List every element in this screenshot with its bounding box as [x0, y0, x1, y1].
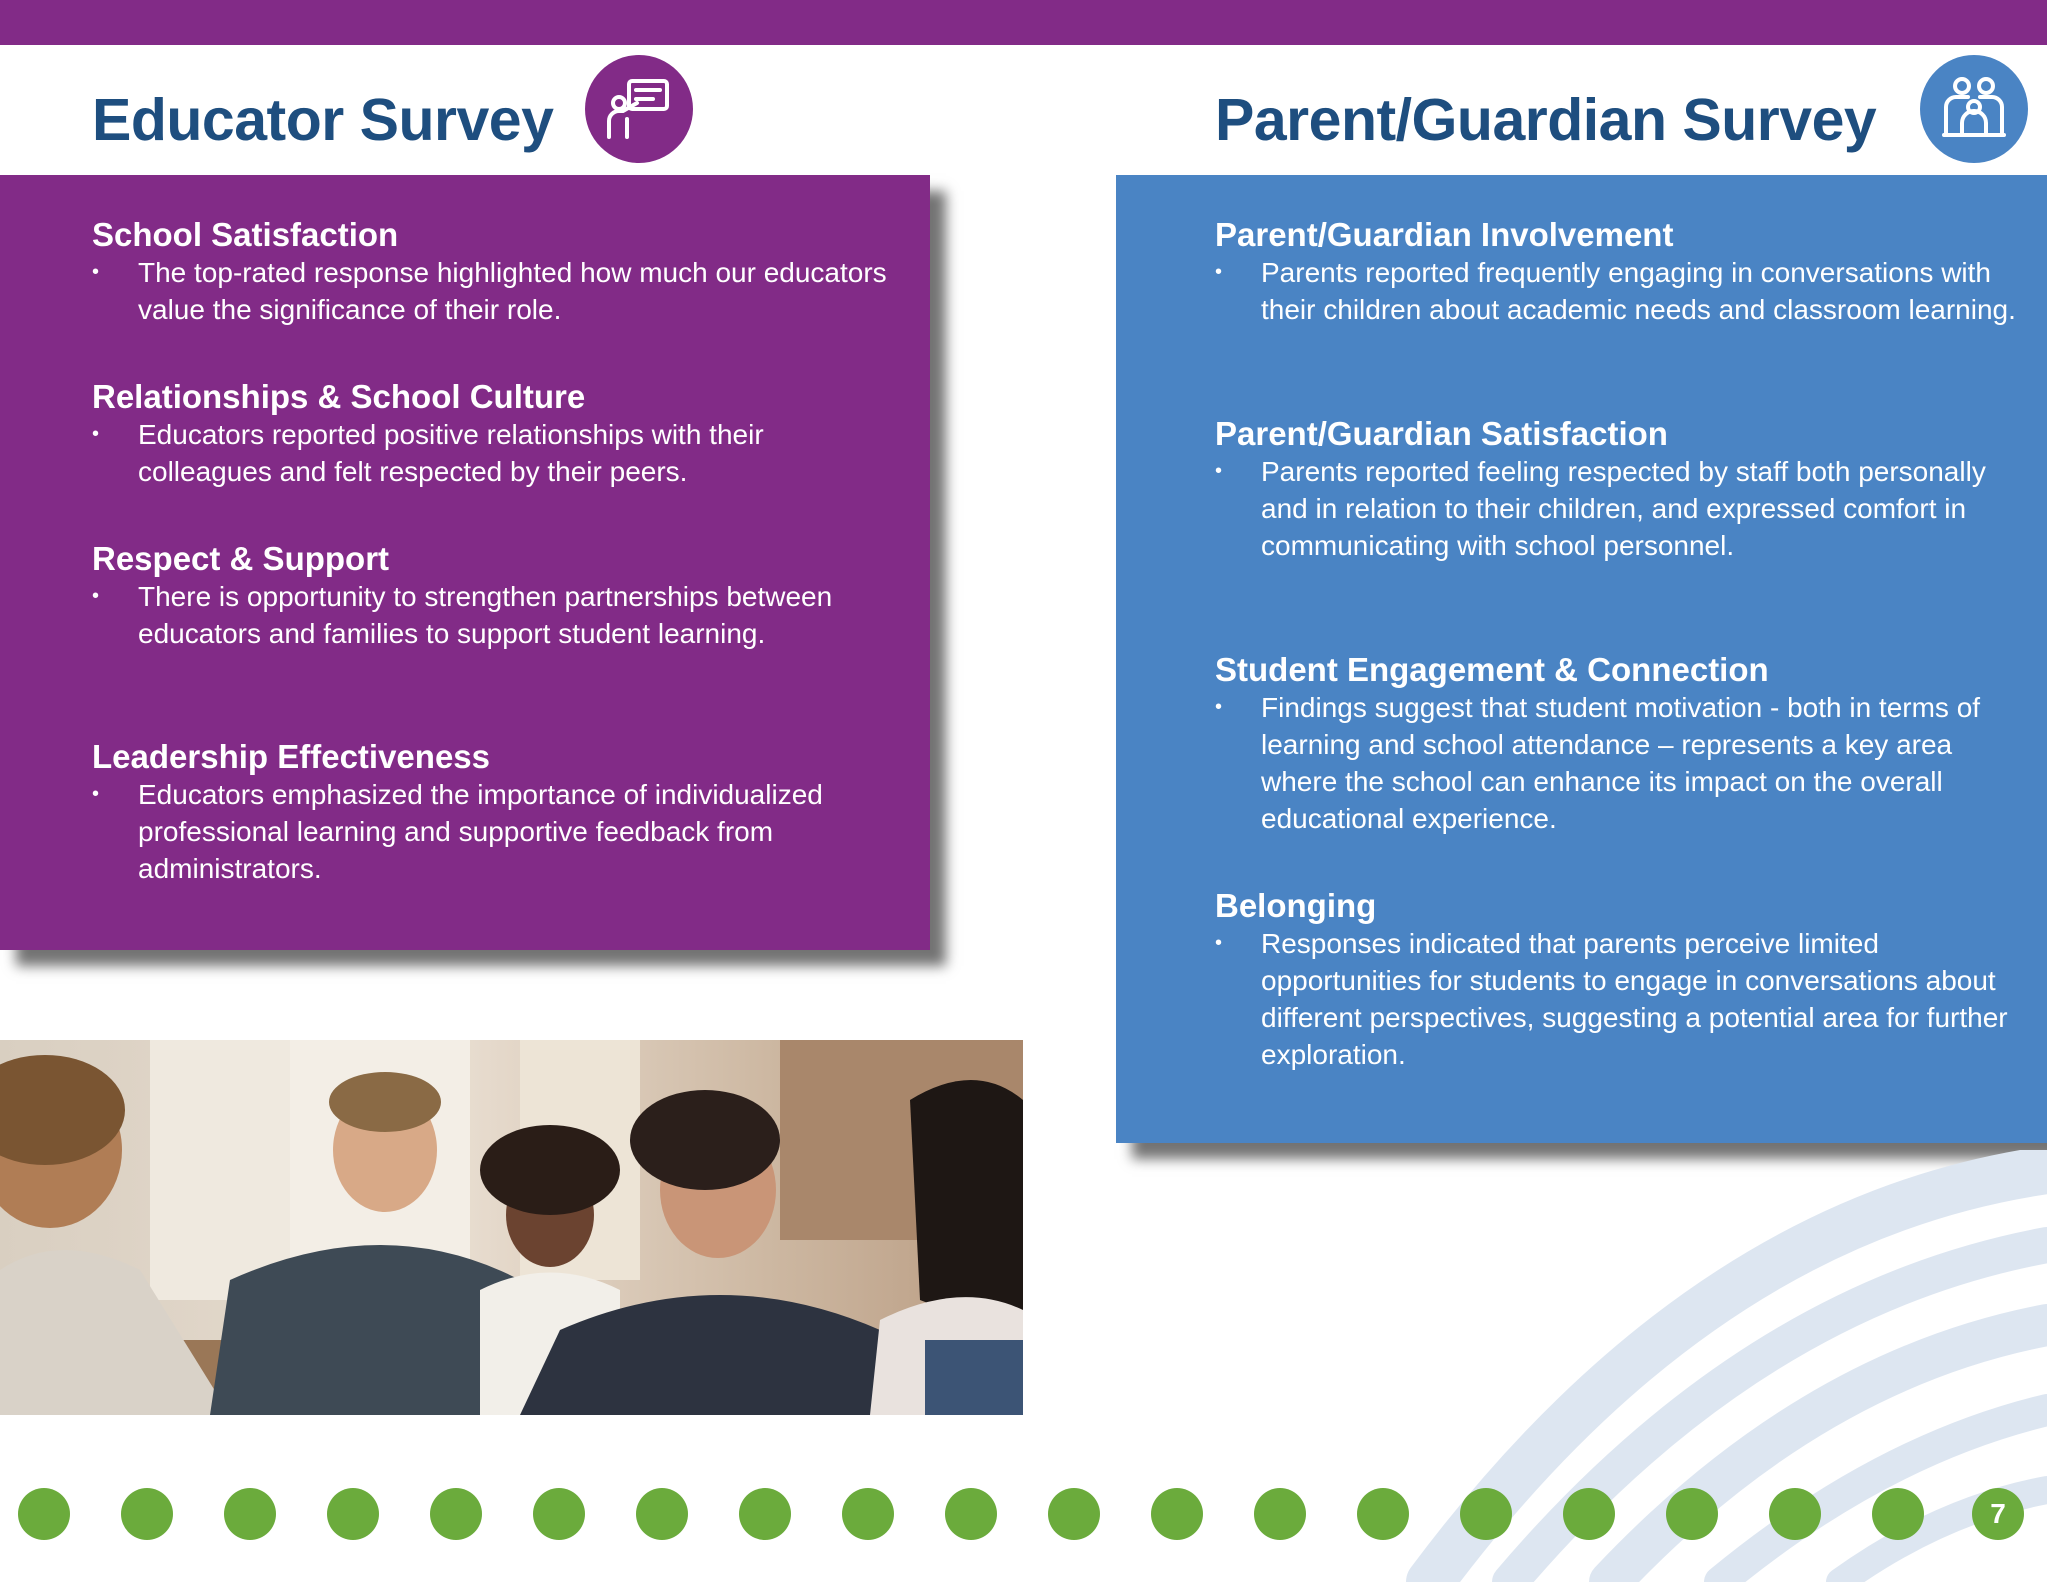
- section-heading: Belonging: [1215, 887, 1377, 924]
- decorative-dot: [533, 1488, 585, 1540]
- decorative-dot: [1563, 1488, 1615, 1540]
- bullet-item: • Educators emphasized the importance of individualized professional learning and supportive feedback from administrators.: [92, 776, 892, 887]
- section-heading: Student Engagement & Connection: [1215, 651, 1769, 688]
- students-classroom-photo: [0, 1040, 1023, 1415]
- bullet-item: • The top-rated response highlighted how much our educators value the significance of their role.: [92, 254, 892, 328]
- top-color-band: [0, 0, 2047, 45]
- bullet-list: [92, 776, 892, 887]
- decorative-dot: [224, 1488, 276, 1540]
- parent-section-involvement: [1215, 216, 2020, 328]
- bullet-list: [1215, 453, 2020, 564]
- parent-section-belonging: [1215, 887, 2020, 1073]
- educator-section-leadership: [92, 738, 892, 887]
- bullet-item: • Parents reported frequently engaging in conversations with their children about academic needs and classroom learning.: [1215, 254, 2020, 328]
- bullet-list: [1215, 689, 2020, 837]
- presenter-board-icon: [603, 73, 675, 145]
- section-heading: Respect & Support: [92, 540, 390, 577]
- bullet-item: • Responses indicated that parents perceive limited opportunities for students to engage in conversations about different perspectives, suggesting a potential area for further exploration.: [1215, 925, 2020, 1073]
- bullet-list: [1215, 925, 2020, 1073]
- parent-findings-panel: [1116, 175, 2047, 1143]
- bullet-item: • Educators reported positive relationships with their colleagues and felt respected by their peers.: [92, 416, 892, 490]
- section-heading: School Satisfaction: [92, 216, 399, 253]
- decorative-dot: [739, 1488, 791, 1540]
- bullet-list: [92, 416, 892, 490]
- parent-survey-title: Parent/Guardian Survey: [1215, 87, 1877, 153]
- decorative-dot: [1769, 1488, 1821, 1540]
- decorative-dot: [327, 1488, 379, 1540]
- decorative-dot: [1048, 1488, 1100, 1540]
- bullet-item: • Parents reported feeling respected by staff both personally and in relation to their children, and expressed comfort in communicating with school personnel.: [1215, 453, 2020, 564]
- parent-section-engagement: [1215, 651, 2020, 837]
- bullet-item: • Findings suggest that student motivation - both in terms of learning and school attendance – represents a key area where the school can enhance its impact on the overall educational experience.: [1215, 689, 2020, 837]
- family-icon: [1936, 71, 2012, 147]
- bullet-list: [92, 578, 892, 652]
- section-heading: Leadership Effectiveness: [92, 738, 490, 775]
- decorative-dot: [1666, 1488, 1718, 1540]
- section-heading: Parent/Guardian Satisfaction: [1215, 415, 1668, 452]
- educator-findings-panel: [0, 175, 930, 950]
- bullet-item: • There is opportunity to strengthen partnerships between educators and families to support student learning.: [92, 578, 892, 652]
- bullet-list: [92, 254, 892, 328]
- page-number: 7: [1972, 1488, 2024, 1540]
- parent-section-satisfaction: [1215, 415, 2020, 564]
- educator-section-relationships: [92, 378, 892, 490]
- educator-survey-title: Educator Survey: [92, 87, 554, 153]
- decorative-dot: [1357, 1488, 1409, 1540]
- decorative-dot: [1460, 1488, 1512, 1540]
- decorative-dot: [1872, 1488, 1924, 1540]
- decorative-dot: [1151, 1488, 1203, 1540]
- decorative-dot: [18, 1488, 70, 1540]
- decorative-dot: [945, 1488, 997, 1540]
- educator-section-respect-support: [92, 540, 892, 652]
- decorative-dot: [636, 1488, 688, 1540]
- educator-section-school-satisfaction: [92, 216, 892, 328]
- section-heading: Relationships & School Culture: [92, 378, 586, 415]
- section-heading: Parent/Guardian Involvement: [1215, 216, 1674, 253]
- decorative-dots-row: [0, 1488, 2047, 1542]
- decorative-dot: [1254, 1488, 1306, 1540]
- decorative-dot: [121, 1488, 173, 1540]
- decorative-dot: [430, 1488, 482, 1540]
- educator-survey-badge: [585, 55, 693, 163]
- decorative-dot: [842, 1488, 894, 1540]
- parent-survey-badge: [1920, 55, 2028, 163]
- bullet-list: [1215, 254, 2020, 328]
